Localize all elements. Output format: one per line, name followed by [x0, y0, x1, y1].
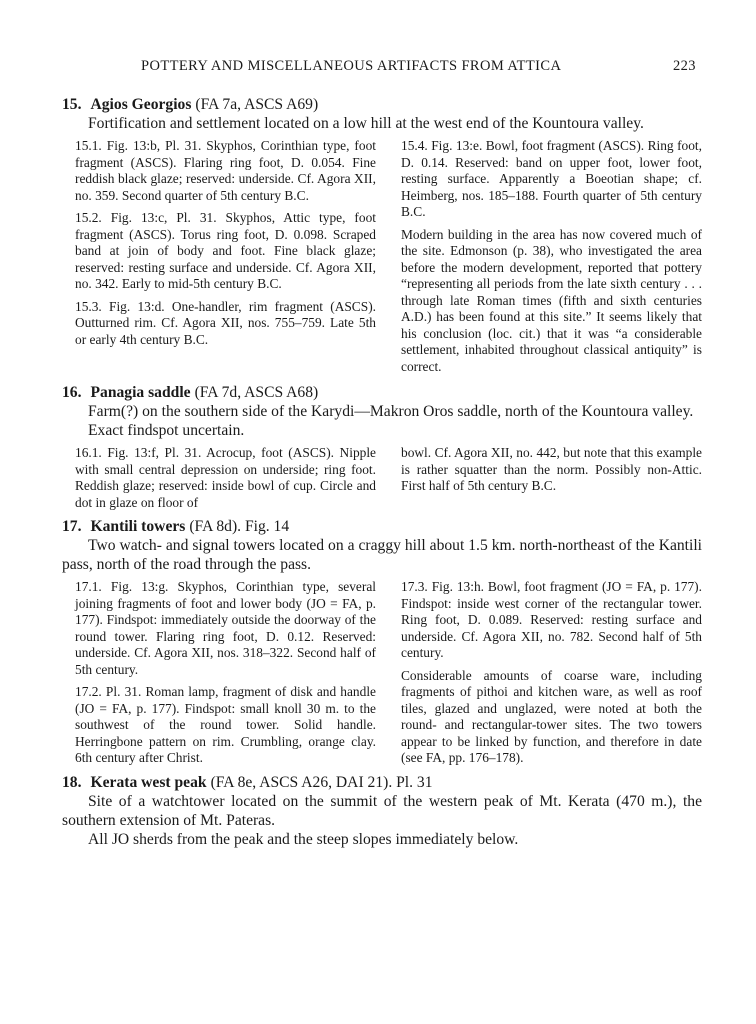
section-number: 16.	[62, 384, 82, 401]
right-column	[401, 138, 702, 381]
section-15	[62, 95, 702, 381]
page-body	[62, 95, 702, 849]
site-name: Kantili towers	[90, 518, 186, 535]
section-heading	[62, 383, 702, 402]
site-reference: (FA 8e, ASCS A26, DAI 21). Pl. 31	[210, 773, 433, 791]
section-number: 17.	[62, 518, 82, 535]
two-column-body	[62, 579, 702, 773]
section-heading	[62, 517, 702, 536]
running-title: POTTERY AND MISCELLANEOUS ARTIFACTS FROM ATTICA	[141, 58, 562, 74]
left-column	[75, 445, 376, 517]
section-heading	[62, 773, 702, 792]
section-number: 18.	[62, 773, 82, 791]
catalog-entry-16-1: 16.1. Fig. 13:f, Pl. 31. Acrocup, foot (ASCS). Nipple with small central depression on underside; ring foot. Reddish glaze; reserved: inside bowl of cup. Circle and dot in glaze on floor of	[75, 445, 376, 510]
left-column	[75, 579, 376, 773]
section-16	[62, 383, 702, 517]
section-intro-note: Exact findspot uncertain.	[88, 422, 245, 439]
site-reference: (FA 8d). Fig. 14	[189, 518, 290, 535]
section-intro: Fortification and settlement located on a low hill at the west end of the Kountoura valley.	[88, 115, 644, 132]
running-header	[0, 58, 756, 80]
catalog-entry-15-2: 15.2. Fig. 13:c, Pl. 31. Skyphos, Attic type, foot fragment (ASCS). Torus ring foot, D. 0.098. Scraped band at join of body and foot. Fine black glaze; reserved: resting surface and underside. Cf. Agora XII, no. 342. Early to mid-5th century B.C.	[75, 210, 376, 291]
section-heading	[62, 95, 702, 114]
commentary-paragraph: Modern building in the area has now covered much of the site. Edmonson (p. 38), who investigated the area before the modern development, reported that pottery “representing all periods from the late sixth century . . . through late Roman times (fifth and sixth centuries A.D.) has been found at this site.” It seems likely that his conclusion (loc. cit.) that it was “a considerable settlement, inhabited throughout classical antiquity” is correct.	[401, 226, 702, 374]
right-column	[401, 579, 702, 773]
section-number: 15.	[62, 96, 82, 113]
catalog-entry-15-3: 15.3. Fig. 13:d. One-handler, rim fragment (ASCS). Outturned rim. Cf. Agora XII, nos. 755–759. Late 5th or early 4th century B.C.	[75, 298, 376, 347]
left-column	[75, 138, 376, 381]
section-intro: Site of a watchtower located on the summit of the western peak of Mt. Kerata (470 m.), the southern extension of Mt. Pateras.	[62, 792, 702, 829]
two-column-body	[62, 138, 702, 381]
section-18	[62, 773, 702, 849]
catalog-entry-16-1-continued: bowl. Cf. Agora XII, no. 442, but note that this example is rather squatter than the norm. Possibly non-Attic. First half of 5th century B.C.	[401, 445, 702, 493]
site-name: Agios Georgios	[90, 96, 192, 113]
catalog-entry-17-1: 17.1. Fig. 13:g. Skyphos, Corinthian type, several joining fragments of foot and lower body (JO = FA, p. 177). Findspot: immediately outside the doorway of the round tower. Flaring ring foot, D. 0.12. Reserved: underside. Cf. Agora XII, nos. 318–322. Second half of 5th century.	[75, 579, 376, 677]
catalog-entry-17-2: 17.2. Pl. 31. Roman lamp, fragment of disk and handle (JO = FA, p. 177). Findspot: small knoll 30 m. to the southwest of the round tower. Solid handle. Herringbone pattern on rim. Crumbling, orange clay. 6th century after Christ.	[75, 684, 376, 765]
site-name: Kerata west peak	[90, 773, 207, 791]
catalog-entry-15-4: 15.4. Fig. 13:e. Bowl, foot fragment (ASCS). Ring foot, D. 0.14. Reserved: band on upper foot, lower foot, resting surface. Apparently a Boeotian shape; cf. Heimberg, nos. 185–188. Fourth quarter of 5th century B.C.	[401, 138, 702, 219]
site-name: Panagia saddle	[90, 384, 191, 401]
section-intro-note: All JO sherds from the peak and the steep slopes immediately below.	[88, 830, 519, 848]
site-reference: (FA 7d, ASCS A68)	[194, 384, 319, 401]
section-intro: Two watch- and signal towers located on a craggy hill about 1.5 km. north-northeast of the Kantili pass, north of the road through the pass.	[62, 537, 702, 573]
catalog-entry-17-3: 17.3. Fig. 13:h. Bowl, foot fragment (JO = FA, p. 177). Findspot: inside west corner of the rectangular tower. Ring foot, D. 0.089. Reserved: resting surface and underside. Cf. Agora XII, no. 782. Second half of 5th century.	[401, 579, 702, 660]
right-column	[401, 445, 702, 517]
two-column-body	[62, 445, 702, 517]
section-intro: Farm(?) on the southern side of the Karydi—Makron Oros saddle, north of the Kountoura valley.	[88, 403, 694, 420]
section-17	[62, 517, 702, 773]
catalog-entry-15-1: 15.1. Fig. 13:b, Pl. 31. Skyphos, Corinthian type, foot fragment (ASCS). Flaring ring foot, D. 0.054. Fine reddish black glaze; reserved: underside. Cf. Agora XII, no. 359. Second quarter of 5th century B.C.	[75, 138, 376, 203]
site-reference: (FA 7a, ASCS A69)	[195, 96, 319, 113]
page-number: 223	[673, 58, 696, 74]
commentary-paragraph: Considerable amounts of coarse ware, including fragments of pithoi and kitchen ware, as well as roof tiles, glazed and unglazed, were noted at both the round- and rectangular-tower sites. The two towers appear to be linked by function, and therefore in date (see FA, pp. 176–178).	[401, 667, 702, 765]
